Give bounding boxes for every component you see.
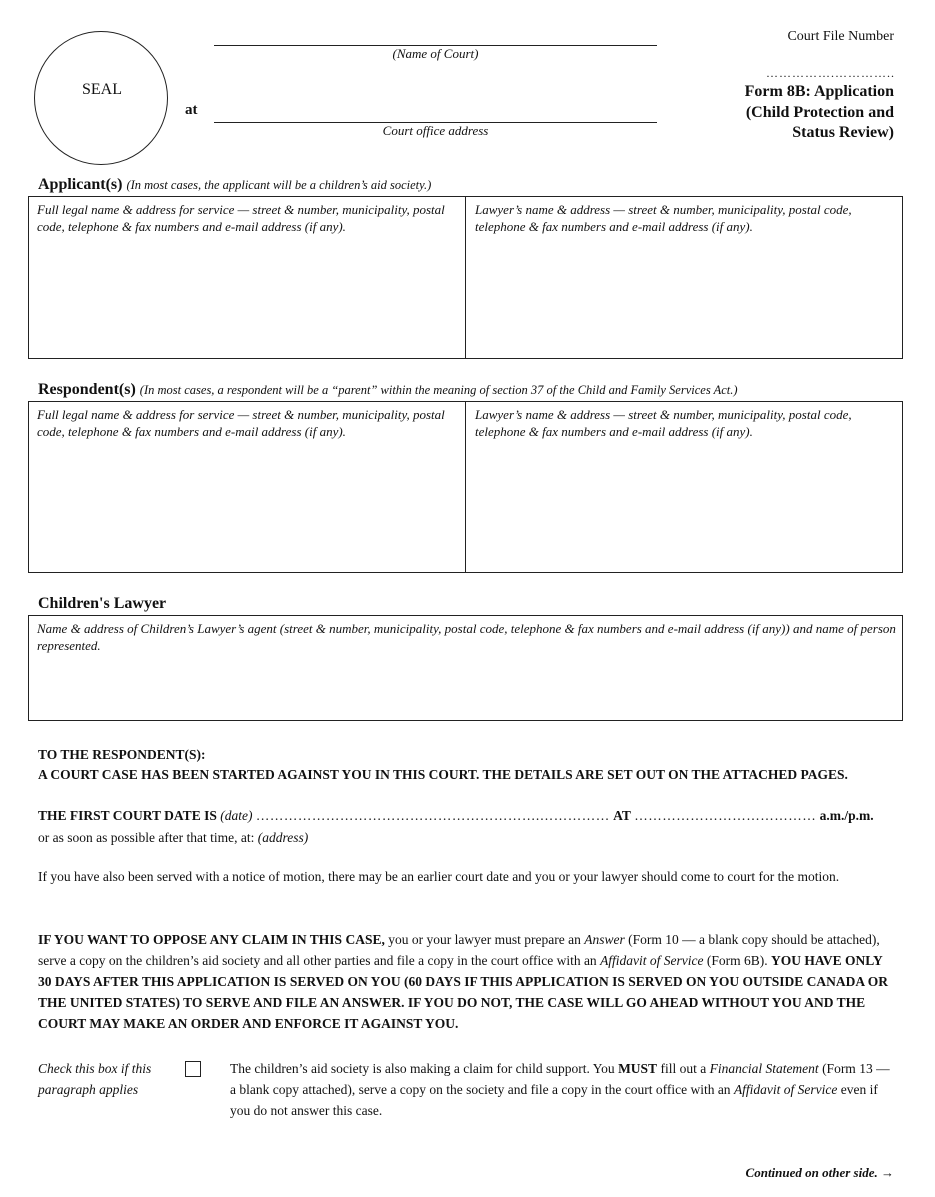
or-soon-line	[38, 827, 898, 848]
address-hint: (address)	[257, 830, 309, 845]
childrens-lawyer-heading: Children's Lawyer	[38, 595, 167, 612]
childrens-lawyer-box	[28, 615, 903, 721]
cs-affidavit-name: Affidavit of Service	[733, 1082, 838, 1097]
at-time-label: AT	[613, 808, 631, 823]
applicant-name-address-field[interactable]: Full legal name & address for service — street & number, municipality, postal code, telephone & fax numbers and e-mail address (if any).	[37, 202, 445, 234]
form-title	[745, 82, 894, 144]
cs-text4: even if you do not answer this case.	[230, 1082, 878, 1118]
childrens-lawyer-field[interactable]: Name & address of Children’s Lawyer’s agent (street & number, municipality, postal code, telephone & fax numbers and e-mail address (if any)) and name of person represented.	[37, 621, 896, 653]
affidavit-form-name: Affidavit of Service	[600, 953, 704, 968]
cs-must: MUST	[618, 1061, 658, 1076]
court-file-number-label: Court File Number	[787, 29, 894, 44]
respondents-box	[28, 401, 903, 573]
child-support-checkbox[interactable]	[185, 1061, 201, 1077]
check-box-label: Check this box if this paragraph applies	[38, 1061, 152, 1097]
ampm-label: a.m./p.m.	[819, 808, 874, 823]
cs-text3: (Form 13 — a blank copy attached), serve a copy on the society and file a copy in the court office with an	[230, 1061, 890, 1097]
applicants-heading	[38, 176, 431, 194]
oppose-text2: (Form 10 — a blank copy should be attached), serve a copy on the children’s aid society and all other parties and file a copy in the court office with an	[38, 932, 880, 968]
date-hint: (date)	[220, 808, 253, 823]
oppose-paragraph	[38, 929, 898, 1034]
at-label: at	[185, 102, 198, 118]
seal-label: SEAL	[82, 81, 122, 98]
applicants-note: (In most cases, the applicant will be a children’s aid society.)	[126, 178, 432, 192]
answer-form-name: Answer	[584, 932, 625, 947]
respondents-title: Respondent(s)	[38, 381, 136, 398]
motion-paragraph: If you have also been served with a notice of motion, there may be an earlier court date and you or your lawyer should come to court for the motion.	[38, 869, 840, 884]
respondent-name-address-field[interactable]: Full legal name & address for service — street & number, municipality, postal code, telephone & fax numbers and e-mail address (if any).	[37, 407, 445, 439]
form-title-line3: Status Review)	[792, 124, 894, 141]
form-title-line2: (Child Protection and	[745, 103, 894, 121]
financial-statement-name: Financial Statement	[709, 1061, 819, 1076]
applicant-lawyer-field[interactable]: Lawyer’s name & address — street & number, municipality, postal code, telephone & fax numbers and e-mail address (if any).	[475, 202, 852, 234]
respondents-note: (In most cases, a respondent will be a “parent” within the meaning of section 37 of the Child and Family Services Act.)	[139, 383, 738, 397]
case-started-notice: A COURT CASE HAS BEEN STARTED AGAINST YOU IN THIS COURT. THE DETAILS ARE SET OUT ON THE ATTACHED PAGES.	[38, 767, 848, 782]
deadline-warning: YOU HAVE ONLY 30 DAYS AFTER THIS APPLICATION IS SERVED ON YOU (60 DAYS IF THIS APPLICATION IS SERVED ON YOU OUTSIDE CANADA OR THE UNITED STATES) TO SERVE AND FILE AN ANSWER. IF YOU DO NOT, THE CASE WILL GO AHEAD WITHOUT YOU AND THE COURT MAY MAKE AN ORDER AND ENFORCE IT AGAINST YOU.	[38, 953, 888, 1031]
court-time-field[interactable]: …………………………………	[634, 808, 817, 823]
oppose-text1: you or your lawyer must prepare an	[384, 932, 585, 947]
court-address-caption: Court office address	[382, 123, 489, 138]
oppose-text3: (Form 6B).	[703, 953, 768, 968]
continued-note: Continued on other side. →	[745, 1165, 894, 1180]
applicants-box	[28, 196, 903, 359]
applicants-title: Applicant(s)	[38, 176, 123, 193]
first-court-date-row	[38, 806, 898, 826]
applicants-divider	[465, 197, 466, 358]
cs-text1: The children’s aid society is also making a claim for child support. You	[230, 1061, 619, 1076]
to-respondents-line: TO THE RESPONDENT(S):	[38, 747, 206, 762]
child-support-paragraph	[230, 1058, 890, 1121]
form-title-line1: Form 8B: Application	[744, 83, 894, 100]
oppose-bold: IF YOU WANT TO OPPOSE ANY CLAIM IN THIS CASE,	[38, 932, 385, 947]
or-soon-text: or as soon as possible after that time, at:	[38, 830, 255, 845]
respondent-lawyer-field[interactable]: Lawyer’s name & address — street & number, municipality, postal code, telephone & fax numbers and e-mail address (if any).	[475, 407, 852, 439]
respondents-divider	[465, 402, 466, 572]
first-court-date-label: THE FIRST COURT DATE IS	[38, 808, 217, 823]
court-date-field[interactable]: …………………………………………………….……………	[255, 808, 610, 823]
cs-text2: fill out a	[657, 1061, 710, 1076]
court-file-number-field[interactable]: …………….…………..	[766, 66, 895, 80]
respondents-heading	[38, 381, 738, 399]
court-name-caption: (Name of Court)	[392, 46, 479, 61]
